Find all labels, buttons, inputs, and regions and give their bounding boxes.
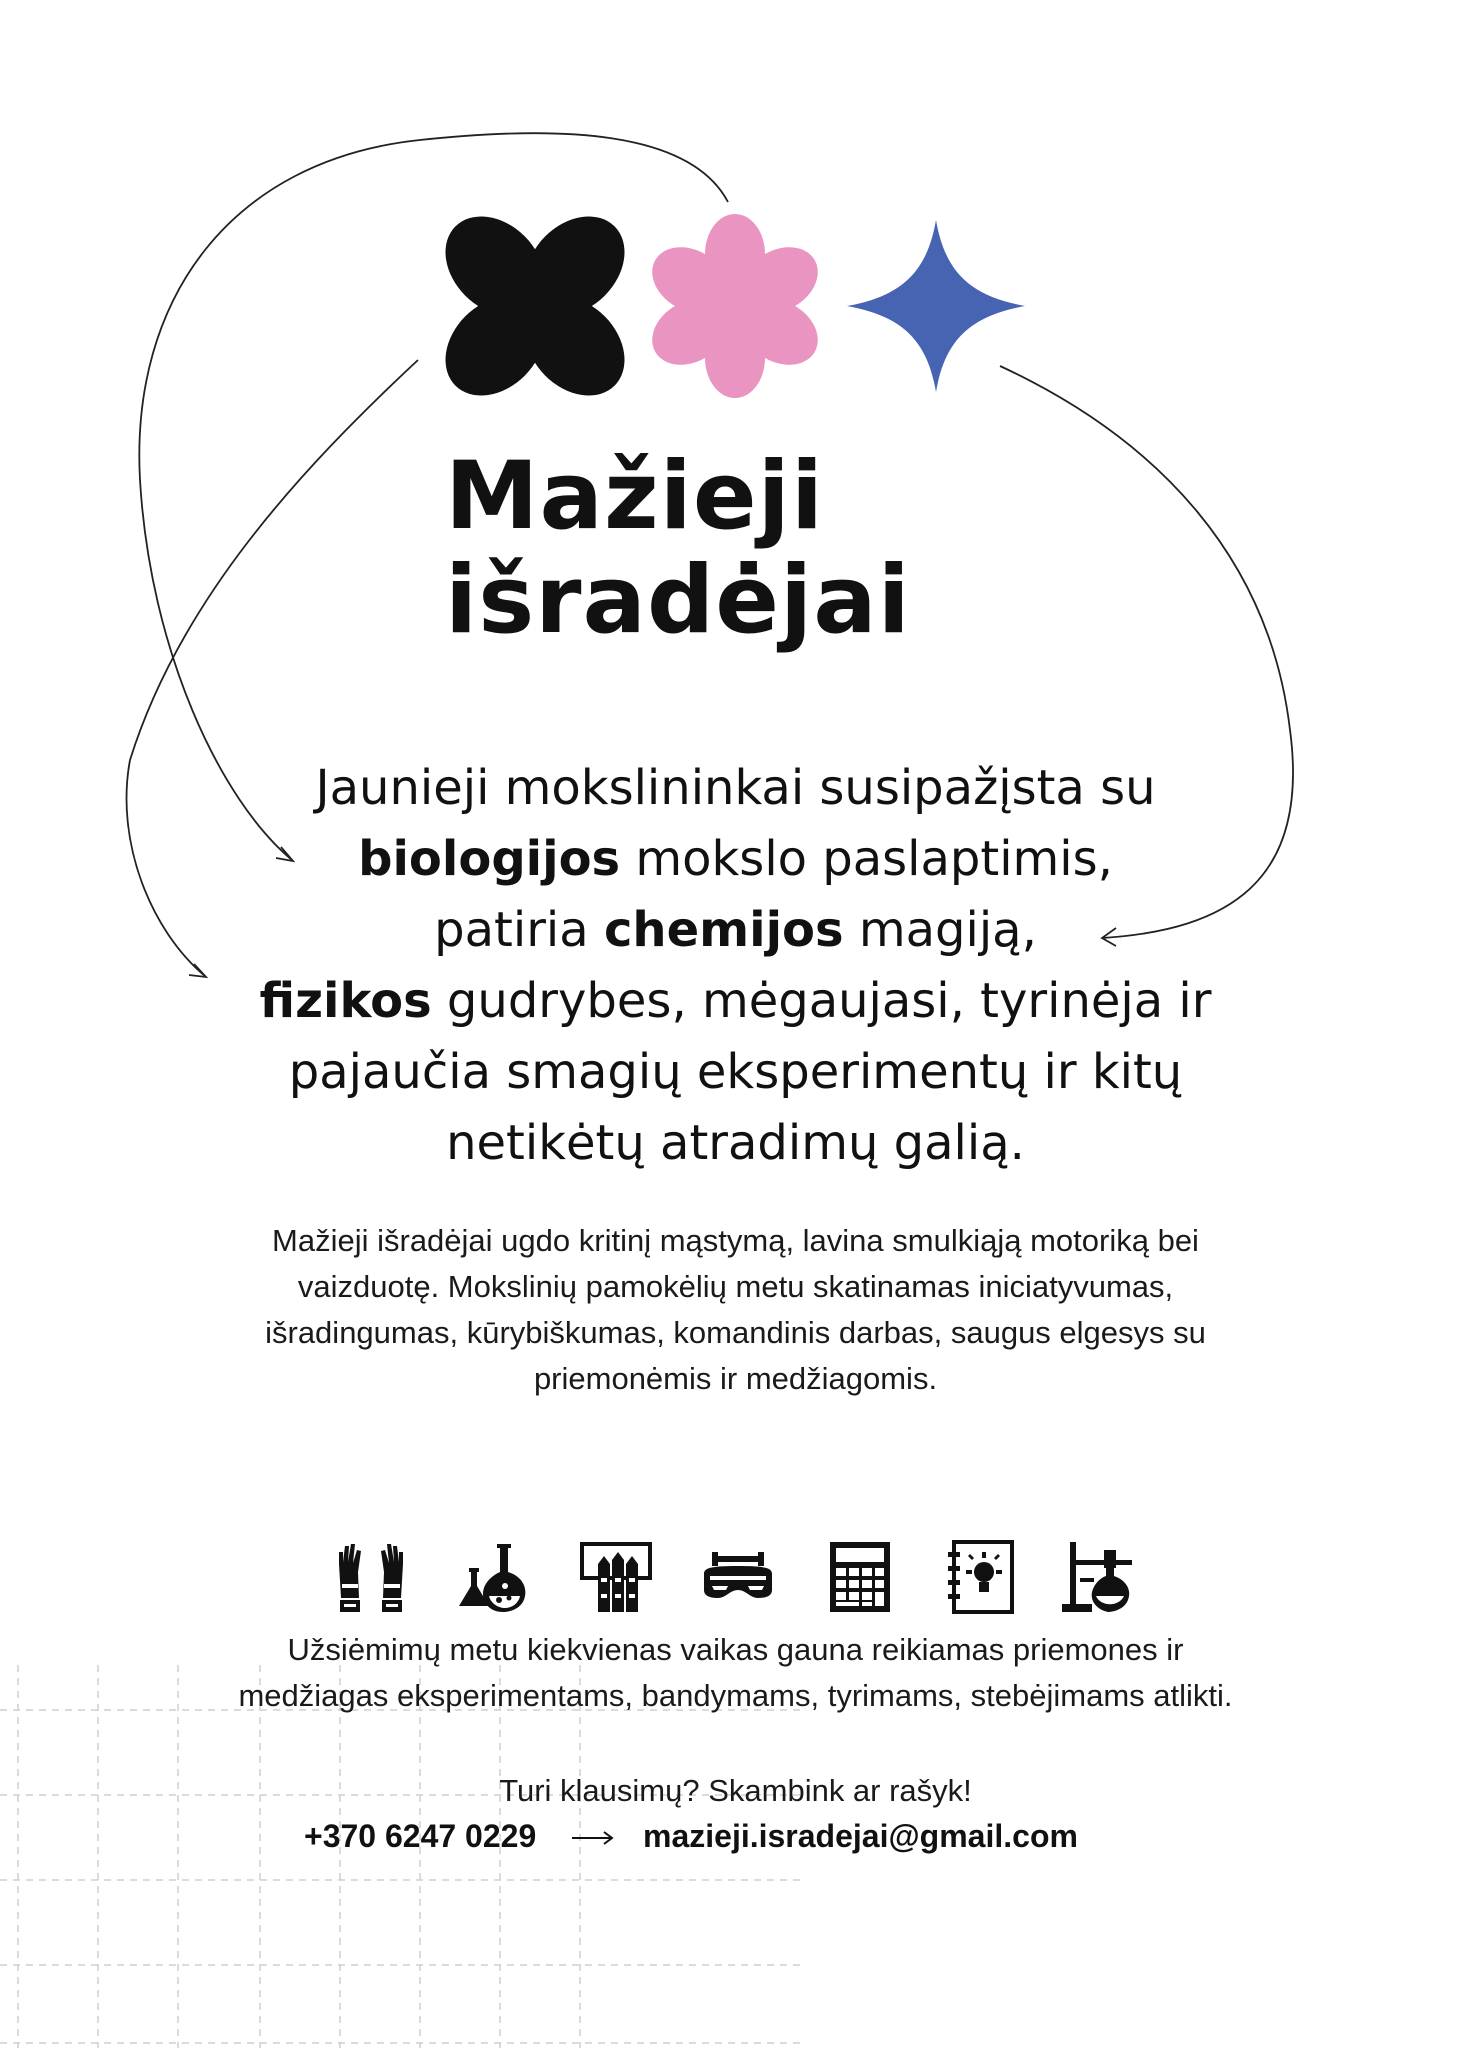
intro-line-3: patiria chemijos magiją, [434, 902, 1037, 958]
keyword-chemistry: chemijos [603, 902, 844, 958]
email-address[interactable]: mazieji.isradejai@gmail.com [643, 1818, 1078, 1854]
keyword-physics: fizikos [259, 973, 432, 1029]
contact-prompt: Turi klausimų? Skambink ar rašyk! [499, 1773, 972, 1808]
dashed-grid-background [0, 1665, 800, 2048]
supplies-line-1: Užsiėmimų metu kiekvienas vaikas gauna reikiamas priemones ir [287, 1632, 1184, 1667]
intro-line-6: netikėtų atradimų galią. [446, 1115, 1025, 1171]
flasks-icon [455, 1538, 531, 1614]
supplies-line-2: medžiagas eksperimentams, bandymams, tyrimams, stebėjimams atlikti. [238, 1678, 1233, 1713]
intro-line-5: pajaučia smagių eksperimentų ir kitų [288, 1044, 1183, 1100]
lab-stand-flask-icon [1060, 1538, 1136, 1614]
intro-line-4: fizikos gudrybes, mėgaujasi, tyrinėja ir [259, 973, 1212, 1029]
description-line-2: vaizduotę. Mokslinių pamokėlių metu skatinamas iniciatyvumas, [297, 1269, 1174, 1304]
blue-star-shape [847, 220, 1025, 392]
intro-line-2: biologijos mokslo paslaptimis, [358, 831, 1113, 887]
phone-number[interactable]: +370 6247 0229 [304, 1818, 537, 1854]
title-line-2: išradėjai [445, 546, 911, 655]
brand-logo-shapes [440, 212, 1030, 398]
pencils-board-icon [578, 1538, 654, 1614]
keyword-biology: biologijos [358, 831, 621, 887]
gloves-icon [333, 1538, 409, 1614]
safety-goggles-icon [700, 1538, 776, 1614]
notebook-lightbulb-icon [944, 1538, 1020, 1614]
black-x-shape [440, 212, 644, 398]
description-line-1: Mažieji išradėjai ugdo kritinį mąstymą, lavina smulkiąją motoriką bei [272, 1223, 1199, 1258]
arrow-right-icon [570, 1826, 616, 1850]
title-line-1: Mažieji [445, 442, 825, 551]
pink-flower-shape [640, 214, 829, 398]
intro-line-1: Jaunieji mokslininkai susipažįsta su [315, 760, 1156, 816]
calculator-icon [822, 1538, 898, 1614]
description-line-4: priemonėmis ir medžiagomis. [533, 1361, 938, 1396]
description-line-3: išradingumas, kūrybiškumas, komandinis darbas, saugus elgesys su [265, 1315, 1206, 1350]
